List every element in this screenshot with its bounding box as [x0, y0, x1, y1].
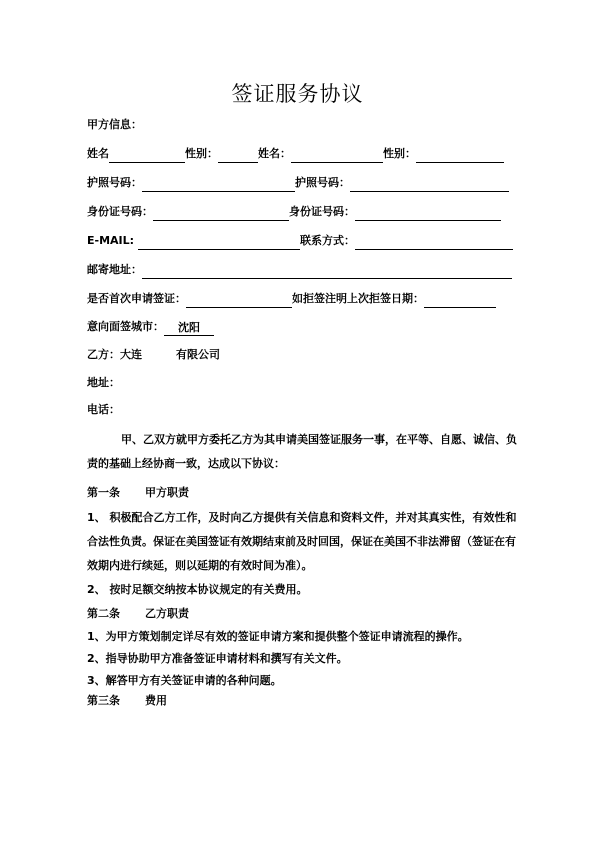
- passport-row: [87, 174, 517, 192]
- article-1-number: 第一条: [87, 486, 120, 499]
- visa-history-row: [87, 290, 517, 308]
- id-field-2[interactable]: [355, 206, 501, 221]
- address-label: 地址：: [87, 376, 120, 389]
- article-2-item-2: 2、指导协助甲方准备签证申请材料和撰写有关文件。: [87, 652, 348, 665]
- party-b-label: 乙方：大连: [87, 348, 142, 361]
- article-1-title: 甲方职责: [145, 486, 189, 499]
- party-b-row: [87, 346, 517, 364]
- id-row: [87, 203, 517, 221]
- refusal-date-label: 如拒签注明上次拒签日期：: [292, 292, 424, 305]
- intro-paragraph: 甲、乙双方就甲方委托乙方为其申请美国签证服务一事，在平等、自愿、诚信、负责的基础上经协商一致，达成以下协议：: [87, 433, 517, 470]
- gender-label-1: 性别：: [185, 147, 218, 160]
- article-1-item-1: 1、 积极配合乙方工作，及时向乙方提供有关信息和资料文件，并对其真实性，有效性和合法性负责。保证在美国签证有效期结束前及时回国，保证在美国不非法滞留（签证在有效期内进行续延，则以延期的有效时间为准）。: [87, 511, 517, 572]
- article-3-heading: [87, 692, 517, 710]
- name-field-2[interactable]: [291, 148, 383, 163]
- email-label: E-MAIL:: [87, 234, 135, 247]
- passport-label-2: 护照号码：: [295, 176, 350, 189]
- contact-field[interactable]: [355, 235, 513, 250]
- email-field[interactable]: [138, 235, 300, 250]
- id-label-1: 身份证号码：: [87, 205, 153, 218]
- article-2-item-3: 3、解答甲方有关签证申请的各种问题。: [87, 674, 282, 687]
- first-visa-label: 是否首次申请签证：: [87, 292, 186, 305]
- name-label-2: 姓名：: [258, 147, 291, 160]
- passport-field-2[interactable]: [350, 177, 509, 192]
- refusal-date-field[interactable]: [424, 293, 496, 308]
- mailing-address-field[interactable]: [142, 264, 512, 279]
- gender-field-1[interactable]: [218, 148, 258, 163]
- document-title: 签证服务协议: [231, 82, 364, 106]
- contact-row: [87, 232, 517, 250]
- city-row: [87, 318, 517, 336]
- article-3-number: 第三条: [87, 694, 120, 707]
- gender-label-2: 性别：: [383, 147, 416, 160]
- party-a-heading: [87, 116, 517, 134]
- party-b-address: [87, 374, 517, 392]
- party-b-suffix: 有限公司: [176, 348, 220, 361]
- first-visa-field[interactable]: [186, 293, 292, 308]
- article-1-heading: [87, 484, 517, 502]
- interview-city-value[interactable]: 沈阳: [164, 321, 214, 336]
- article-2-heading: [87, 605, 517, 623]
- gender-field-2[interactable]: [416, 148, 504, 163]
- article-2-number: 第二条: [87, 607, 120, 620]
- article-2-title: 乙方职责: [145, 607, 189, 620]
- name-label-1: 姓名: [87, 147, 109, 160]
- address-row: [87, 261, 517, 279]
- mailing-address-label: 邮寄地址：: [87, 263, 142, 276]
- id-field-1[interactable]: [153, 206, 289, 221]
- party-a-heading-label: 甲方信息：: [87, 118, 142, 131]
- passport-label-1: 护照号码：: [87, 176, 142, 189]
- article-2-item-2-row: [87, 650, 517, 668]
- article-2-item-1-row: [87, 628, 517, 646]
- article-2-item-1: 1、为甲方策划制定详尽有效的签证申请方案和提供整个签证申请流程的操作。: [87, 630, 469, 643]
- article-3-title: 费用: [145, 694, 167, 707]
- contact-label: 联系方式：: [300, 234, 356, 247]
- name-gender-row: [87, 145, 517, 163]
- id-label-2: 身份证号码：: [289, 205, 355, 218]
- article-1-item-2: 2、 按时足额交纳按本协议规定的有关费用。: [87, 583, 308, 596]
- phone-label: 电话：: [87, 403, 120, 416]
- name-field-1[interactable]: [109, 148, 185, 163]
- article-2-item-3-row: [87, 672, 517, 690]
- party-b-phone: [87, 401, 517, 419]
- passport-field-1[interactable]: [142, 177, 295, 192]
- interview-city-label: 意向面签城市：: [87, 320, 164, 333]
